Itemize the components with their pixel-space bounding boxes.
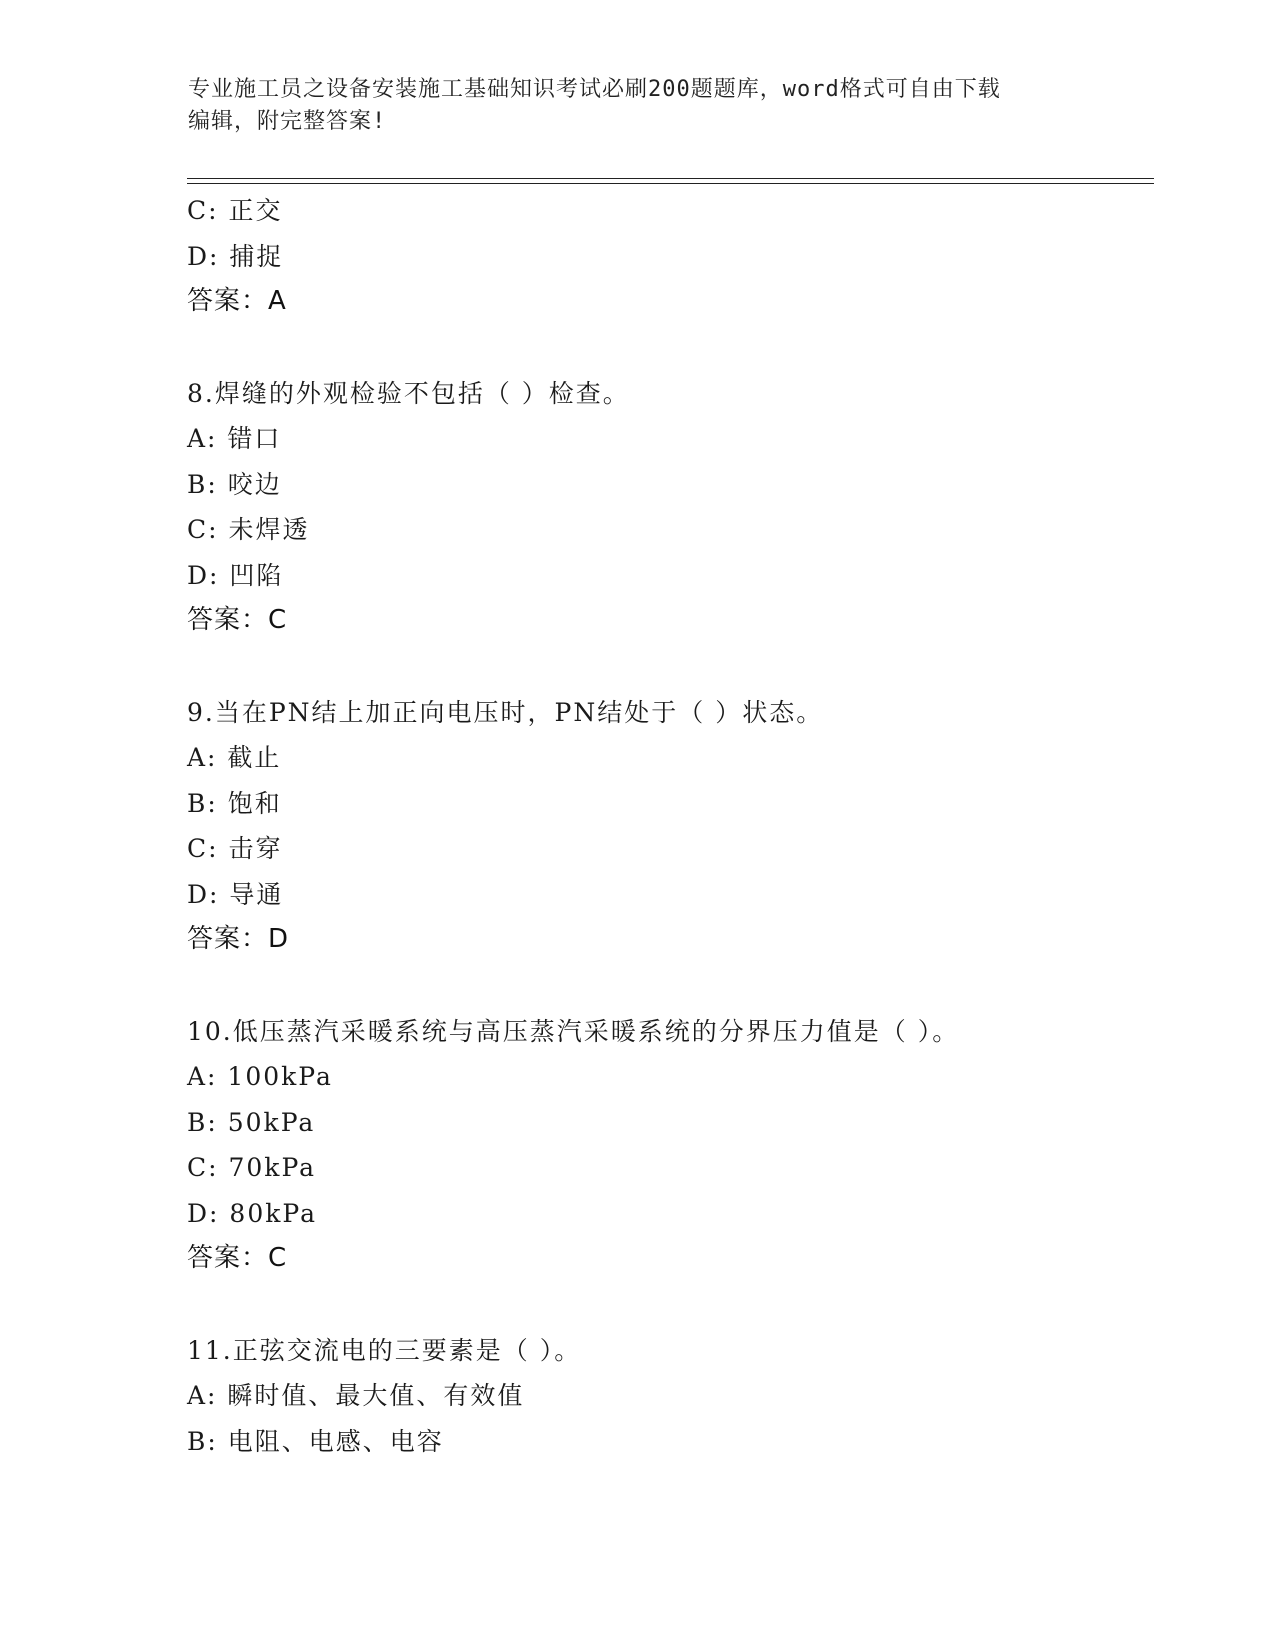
option-d: D: 导通 xyxy=(187,879,284,909)
header-title-line-2: 编辑，附完整答案! xyxy=(188,109,387,134)
question-spacer xyxy=(187,644,1147,690)
question-stem: 10.低压蒸汽采暖系统与高压蒸汽采暖系统的分界压力值是（ ）。 xyxy=(187,1016,960,1046)
question-spacer xyxy=(187,325,1147,371)
question-8 xyxy=(187,371,1147,644)
option-c: C: 正交 xyxy=(187,196,283,225)
answer-line: 答案：A xyxy=(187,286,287,316)
document-header xyxy=(188,74,1088,138)
option-a: A: 错口 xyxy=(187,424,282,453)
option-b: B: 50kPa xyxy=(187,1107,316,1137)
answer-line: 答案：C xyxy=(187,1243,288,1273)
option-d: D: 80kPa xyxy=(187,1198,317,1228)
question-spacer xyxy=(187,963,1147,1009)
header-title-line-1: 专业施工员之设备安装施工基础知识考试必刷200题题库，word格式可自由下载 xyxy=(188,77,1001,102)
question-10 xyxy=(187,1009,1147,1282)
question-7-tail xyxy=(187,188,1147,325)
option-d: D: 凹陷 xyxy=(187,560,284,590)
question-11 xyxy=(187,1328,1147,1465)
question-stem: 8.焊缝的外观检验不包括（ ）检查。 xyxy=(187,378,630,408)
option-c: C: 70kPa xyxy=(187,1153,317,1182)
option-c: C: 未焊透 xyxy=(187,515,310,544)
option-b: B: 电阻、电感、电容 xyxy=(187,1426,444,1456)
question-9 xyxy=(187,690,1147,963)
header-rule-top xyxy=(187,178,1154,179)
question-spacer xyxy=(187,1282,1147,1328)
option-b: B: 咬边 xyxy=(187,469,282,499)
option-a: A: 100kPa xyxy=(187,1062,333,1091)
option-b: B: 饱和 xyxy=(187,788,282,818)
question-list xyxy=(187,188,1147,1464)
question-stem: 11.正弦交流电的三要素是（ ）。 xyxy=(187,1335,582,1365)
option-a: A: 截止 xyxy=(187,743,282,772)
header-rule-bottom xyxy=(187,183,1154,184)
option-d: D: 捕捉 xyxy=(187,241,284,271)
option-c: C: 击穿 xyxy=(187,834,283,863)
question-stem: 9.当在PN结上加正向电压时，PN结处于（ ）状态。 xyxy=(187,697,824,727)
answer-line: 答案：C xyxy=(187,605,288,635)
option-a: A: 瞬时值、最大值、有效值 xyxy=(187,1381,525,1410)
answer-line: 答案：D xyxy=(187,924,290,954)
